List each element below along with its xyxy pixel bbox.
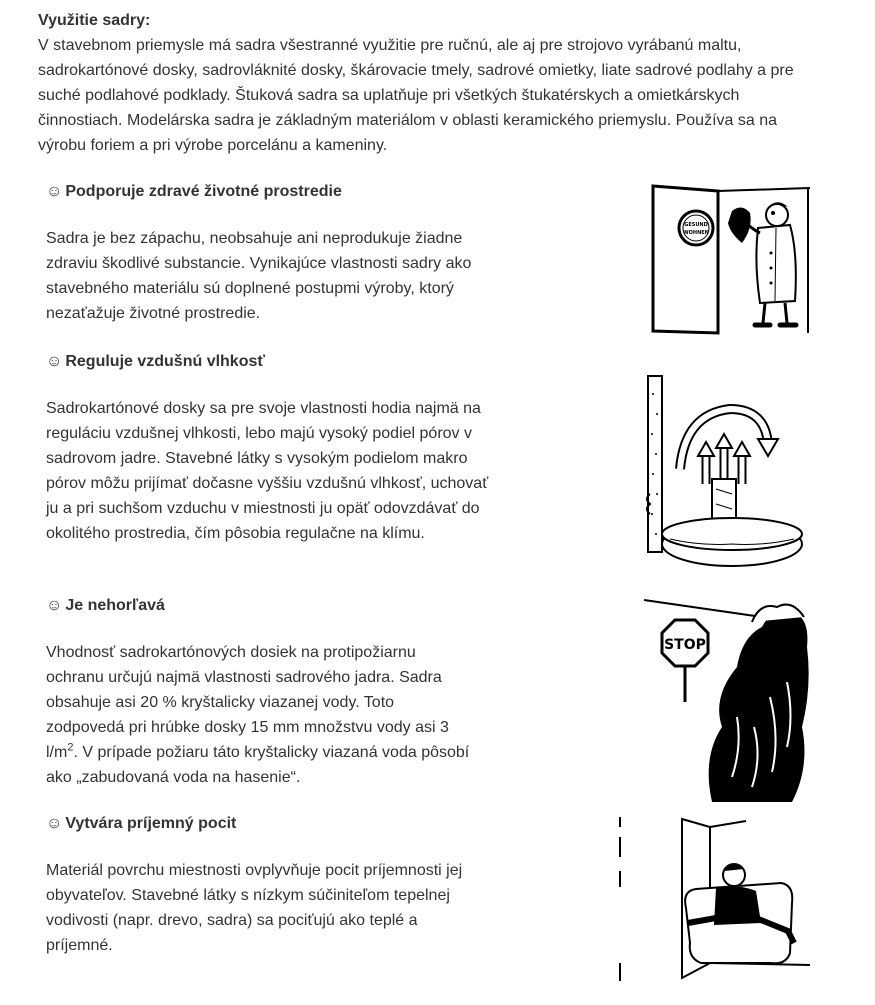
section-body: Materiál povrchu miestnosti ovplyvňuje pocit príjemnosti jej obyvateľov. Stavebné látky s nízkym súčiniteľom tepelnej vodivosti (napr. drevo, sadra) sa pociťujú ako teplé a príjemné.: [46, 862, 463, 954]
svg-text:WOHNEN: WOHNEN: [683, 230, 709, 236]
section-heading: [46, 179, 342, 204]
stop-sign-text: STOP: [664, 637, 706, 653]
healthy-living-drawing: [650, 183, 812, 335]
section-heading-text: Podporuje zdravé životné prostredie: [65, 183, 342, 200]
sign-text: GESUND: [684, 222, 708, 228]
smiley-icon: ☺: [46, 353, 63, 370]
section-heading: [46, 593, 165, 618]
section-heading: [46, 349, 265, 374]
illustration-fire: [642, 597, 812, 802]
fire-drawing: [642, 597, 812, 802]
smiley-icon: ☺: [46, 597, 63, 614]
section-heading-text: Reguluje vzdušnú vlhkosť: [65, 353, 266, 370]
pleasant-drawing: [616, 813, 812, 985]
smiley-icon: ☺: [46, 815, 63, 832]
intro-paragraph: V stavebnom priemysle má sadra všestranné využitie pre ručnú, ale aj pre strojovo vyrábanú maltu, sadrokartónové dosky, sadrovláknité dosky, škárovacie tmely, sadrové omietky, liate sadrové podlahy a pre suché podlahové podklady. Štuková sadra sa uplatňuje pri všetkých štukatérskych a omietkárskych činnostiach. Modelárska sadra je základným materiálom v oblasti keramického priemyslu. Používa sa na výrobu foriem a pri výrobe porcelánu a kameniny.: [38, 37, 794, 154]
section-heading-text: Vytvára príjemný pocit: [65, 815, 237, 832]
section-body: Sadrokartónové dosky sa pre svoje vlastnosti hodia najmä na reguláciu vzdušnej vlhkosti, lebo majú vysoký podiel pórov v sadrovom jadre. Stavebné látky s vysokým podielom makro pórov môžu prijímať dočasne vyššiu vzdušnú vlhkosť, uchovať ju a pri suchšom vzduchu v miestnosti ju opäť odovzdávať do okolitého prostredia, čím pôsobia regulačne na klímu.: [46, 400, 489, 542]
section-heading-text: Je nehorľavá: [65, 597, 165, 614]
section-body: Vhodnosť sadrokartónových dosiek na protipožiarnu ochranu určujú najmä vlastnosti sadrového jadra. Sadra obsahuje asi 20 % kryštalicky viazanej vody. Toto zodpovedá pri hrúbke dosky 15 mm množstvu vody asi 3 $l/m^2$. V prípade požiaru táto kryštalicky viazaná voda pôsobí ako „zabudovaná voda na hasenie“.: [46, 644, 470, 786]
smiley-icon: ☺: [46, 183, 63, 200]
intro-block: [38, 8, 828, 158]
section-body: Sadra je bez zápachu, neobsahuje ani neprodukuje žiadne zdraviu škodlivé substancie. Vynikajúce vlastnosti sadry ako stavebného materiálu sú doplnené postupmi výroby, ktorý nezaťažuje životné prostredie.: [46, 230, 472, 322]
humidity-drawing: [640, 374, 808, 579]
section-heading: [46, 811, 236, 836]
illustration-humidity: [640, 374, 808, 579]
illustration-pleasant: [616, 813, 812, 985]
intro-title: Využitie sadry:: [38, 12, 151, 29]
illustration-healthy-living: [650, 183, 812, 335]
